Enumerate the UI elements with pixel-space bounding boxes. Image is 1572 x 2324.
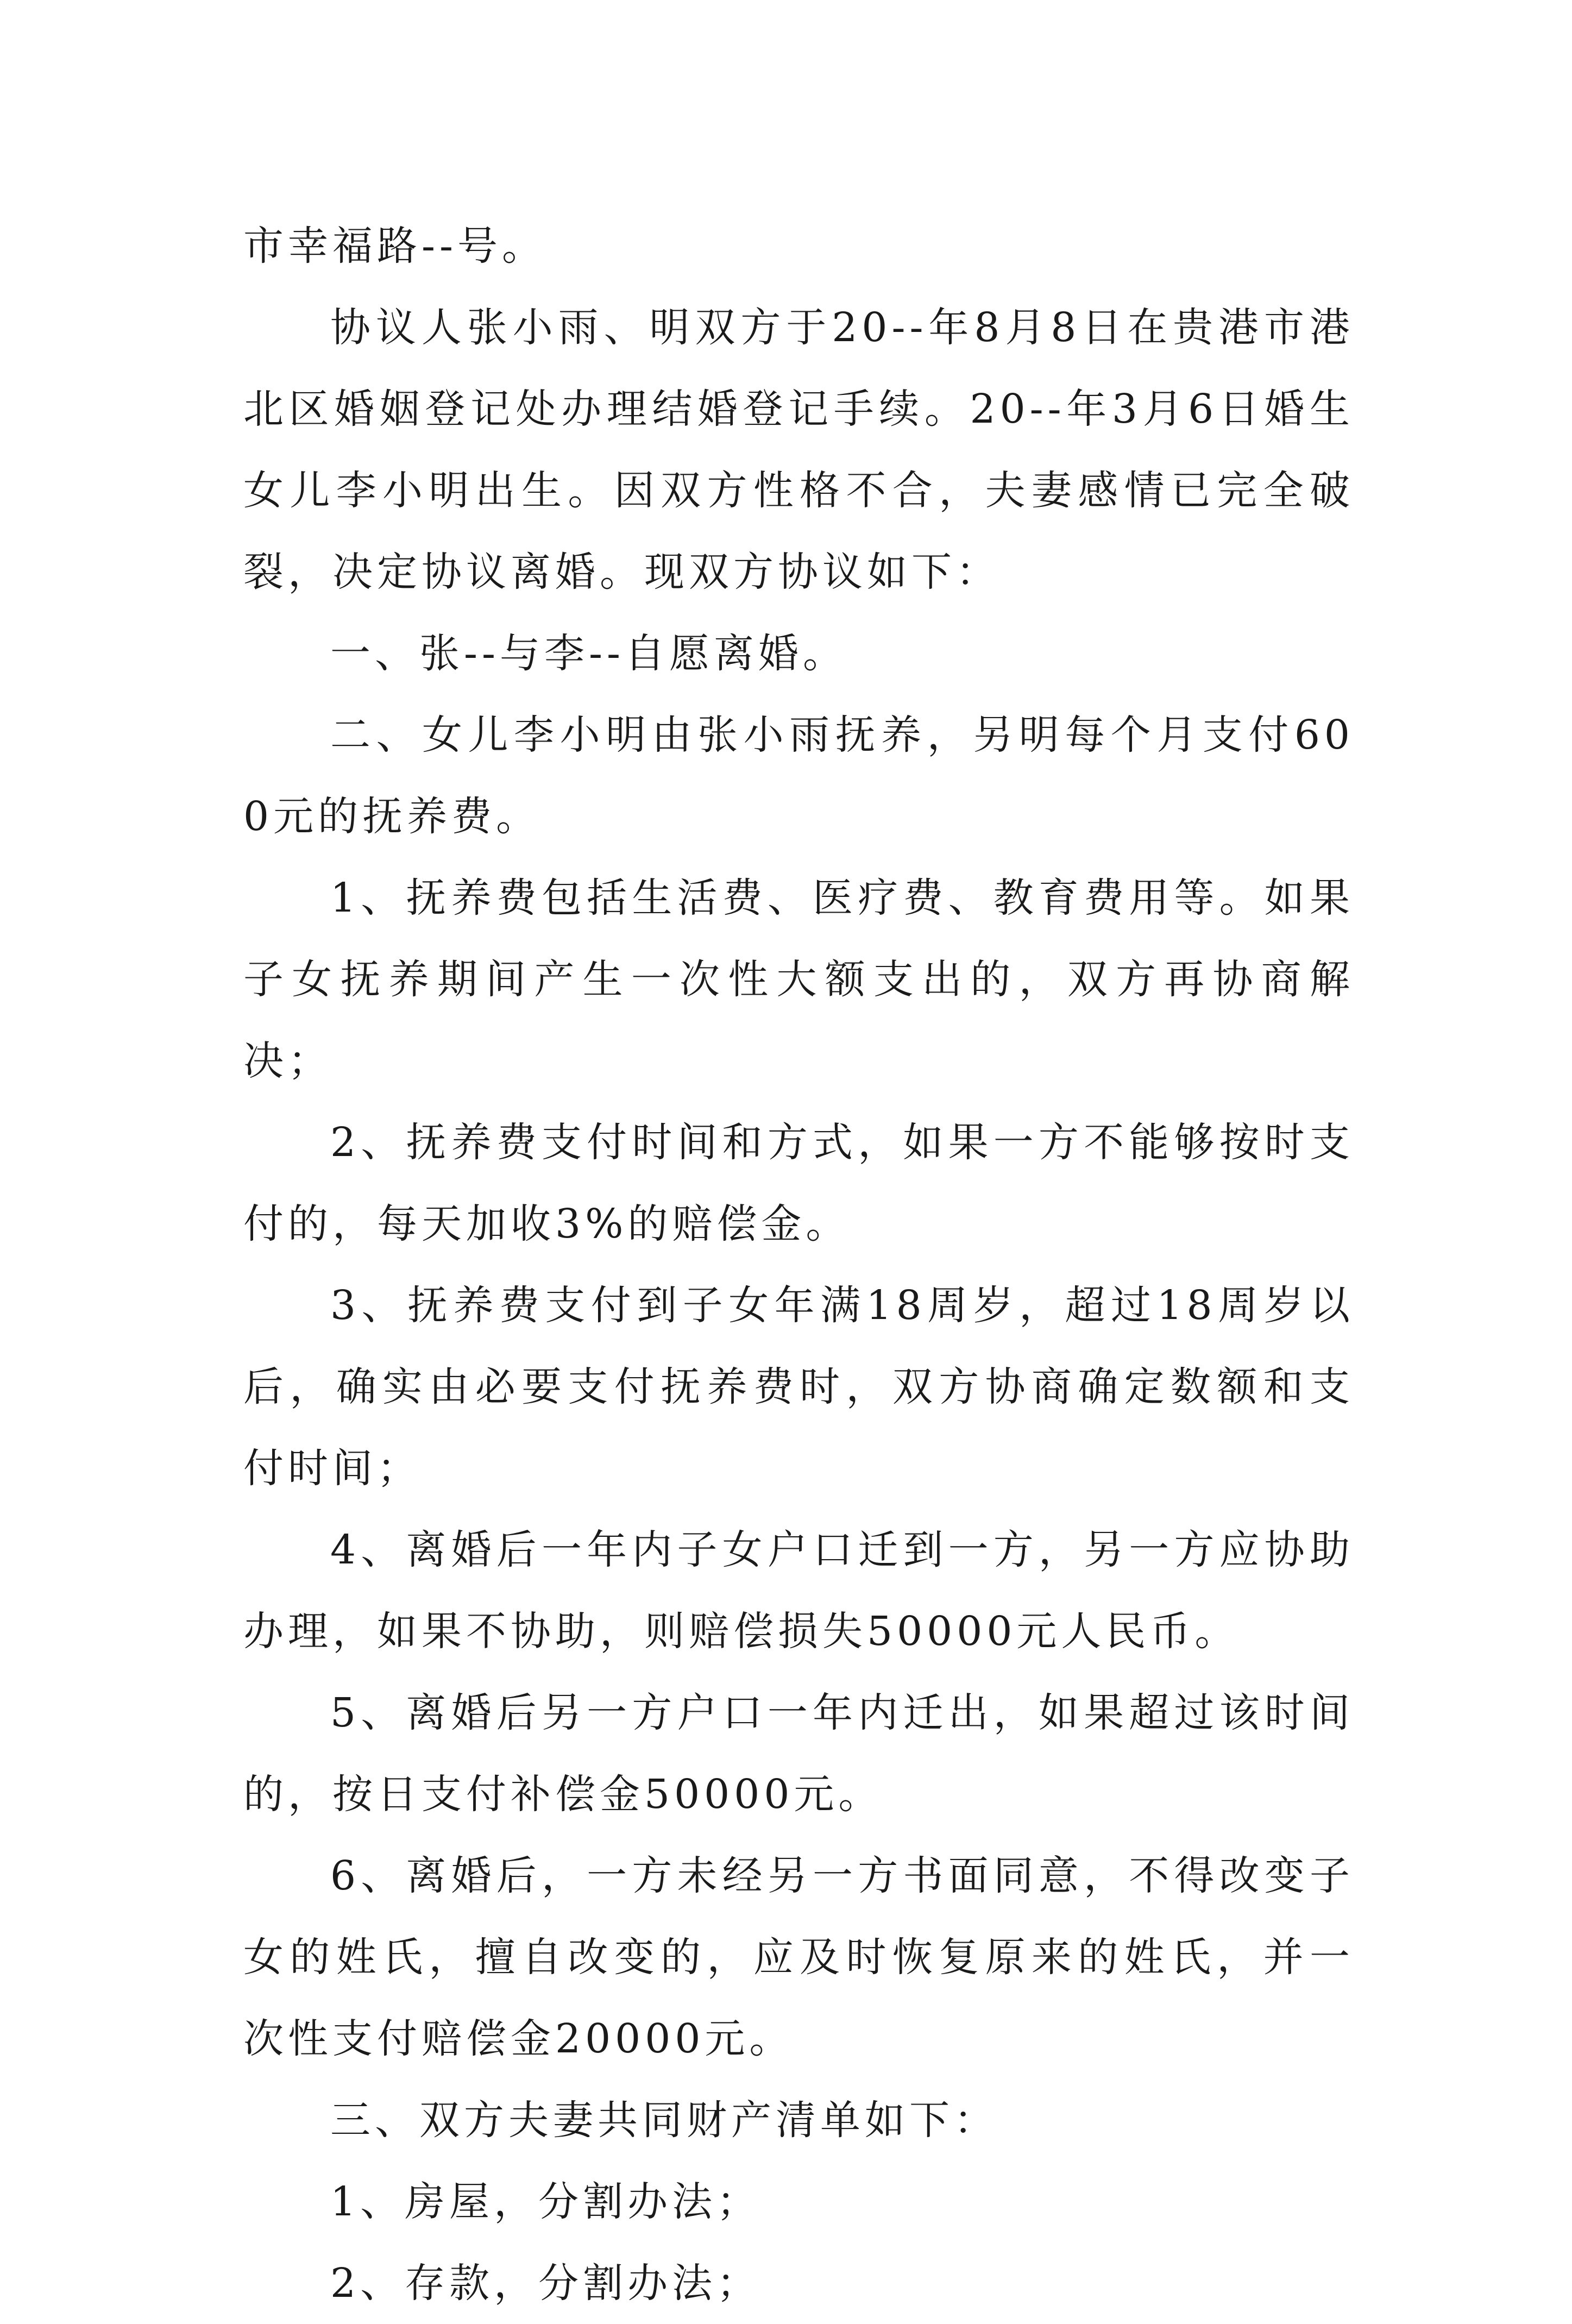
paragraph-clause-3: 三、双方夫妻共同财产清单如下： [330,2097,998,2144]
paragraph-intro: 协议人张小雨、明双方于20--年8月8日在贵港市港北区婚姻登记处办理结婚登记手续。20--年3月6日婚生女儿李小明出生。因双方性格不合，夫妻感情已完全破裂，决定协议离婚。现双方协议如下： [243,304,1354,595]
paragraph-address-end: 市幸福路--号。 [243,223,547,269]
paragraph-clause-2-item-2: 2、抚养费支付时间和方式，如果一方不能够按时支付的，每天加收3%的赔偿金。 [243,1119,1354,1247]
paragraph-clause-2: 二、女儿李小明由张小雨抚养，另明每个月支付600元的抚养费。 [243,712,1354,840]
paragraph-clause-3-item-2: 2、存款，分割办法； [330,2260,762,2307]
paragraph-clause-1: 一、张--与李--自愿离婚。 [330,630,848,677]
paragraph-clause-3-item-1: 1、房屋，分割办法； [330,2178,762,2225]
paragraph-clause-2-item-6: 6、离婚后，一方未经另一方书面同意，不得改变子女的姓氏，擅自改变的，应及时恢复原来的姓氏，并一次性支付赔偿金20000元。 [243,1852,1354,2062]
paragraph-clause-2-item-4: 4、离婚后一年内子女户口迁到一方，另一方应协助办理，如果不协助，则赔偿损失50000元人民币。 [243,1527,1354,1655]
paragraph-clause-2-item-5: 5、离婚后另一方户口一年内迁出，如果超过该时间的，按日支付补偿金50000元。 [243,1689,1354,1818]
paragraph-clause-2-item-1: 1、抚养费包括生活费、医疗费、教育费用等。如果子女抚养期间产生一次性大额支出的，双方再协商解决； [243,875,1354,1084]
paragraph-clause-2-item-3: 3、抚养费支付到子女年满18周岁，超过18周岁以后，确实由必要支付抚养费时，双方协商确定数额和支付时间； [243,1282,1354,1492]
document-body [243,205,1354,2324]
